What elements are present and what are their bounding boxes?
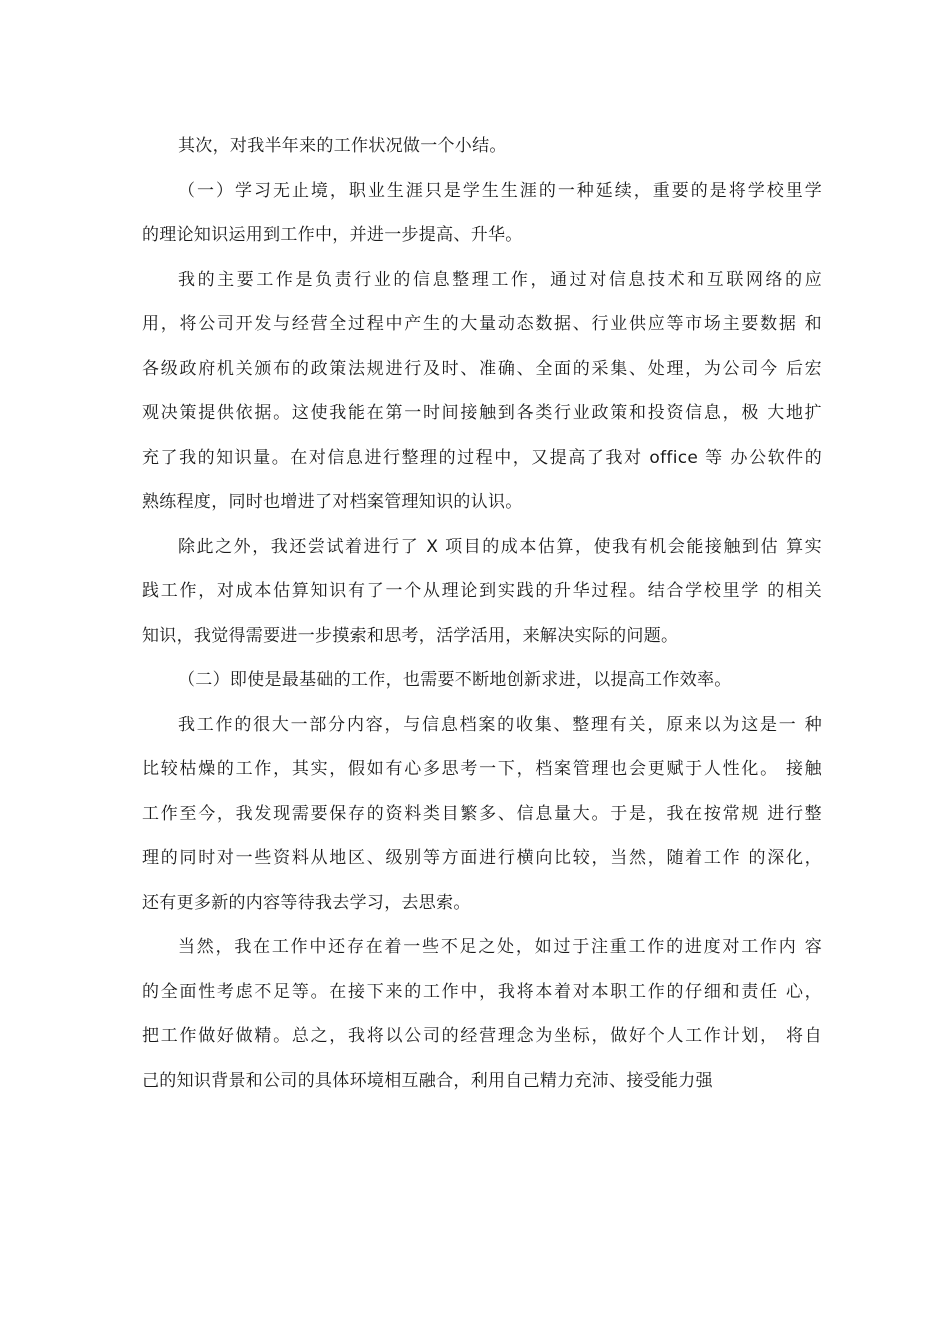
text-line: 把工作做好做精。总之，我将以公司的经营理念为坐标，做好个人工作计划， 将自 — [142, 1026, 822, 1046]
text-line: 的理论知识运用到工作中，并进一步提高、升华。 — [142, 225, 523, 245]
text-line: 其次，对我半年来的工作状况做一个小结。 — [178, 136, 507, 156]
text-line: （一）学习无止境，职业生涯只是学生生涯的一种延续，重要的是将学校里学 — [178, 180, 822, 201]
text-line: 还有更多新的内容等待我去学习，去思索。 — [142, 892, 471, 913]
text-line: 观决策提供依据。这使我能在第一时间接触到各类行业政策和投资信息，极 大地扩 — [142, 403, 822, 423]
text-line: （二）即使是最基础的工作，也需要不断地创新求进，以提高工作效率。 — [178, 670, 732, 690]
text-line: 除此之外，我还尝试着进行了 X 项目的成本估算，使我有机会能接触到估 算实 — [178, 536, 822, 557]
document-body — [142, 124, 822, 1103]
text-line: 理的同时对一些资料从地区、级别等方面进行横向比较，当然，随着工作 的深化， — [142, 848, 822, 868]
text-line: 当然，我在工作中还存在着一些不足之处，如过于注重工作的进度对工作内 容 — [178, 937, 822, 957]
text-line: 用，将公司开发与经营全过程中产生的大量动态数据、行业供应等市场主要数据 和 — [142, 314, 822, 334]
text-line: 各级政府机关颁布的政策法规进行及时、准确、全面的采集、处理，为公司今 后宏 — [142, 358, 822, 379]
text-line: 践工作，对成本估算知识有了一个从理论到实践的升华过程。结合学校里学 的相关 — [142, 581, 822, 601]
text-line: 我的主要工作是负责行业的信息整理工作，通过对信息技术和互联网络的应 — [178, 269, 822, 290]
text-line: 熟练程度，同时也增进了对档案管理知识的认识。 — [142, 492, 523, 512]
text-line: 知识，我觉得需要进一步摸索和思考，活学活用，来解决实际的问题。 — [142, 625, 679, 646]
text-line: 工作至今，我发现需要保存的资料类目繁多、信息量大。于是，我在按常规 进行整 — [142, 803, 822, 824]
text-line: 的全面性考虑不足等。在接下来的工作中，我将本着对本职工作的仔细和责任 心， — [142, 981, 822, 1002]
text-line: 充了我的知识量。在对信息进行整理的过程中，又提高了我对 office 等 办公软件的 — [142, 447, 822, 468]
text-line: 我工作的很大一部分内容，与信息档案的收集、整理有关，原来以为这是一 种 — [178, 714, 822, 735]
text-line: 己的知识背景和公司的具体环境相互融合，利用自己精力充沛、接受能力强 — [142, 1070, 713, 1091]
text-line: 比较枯燥的工作，其实，假如有心多思考一下，档案管理也会更赋于人性化。 接触 — [142, 759, 822, 779]
